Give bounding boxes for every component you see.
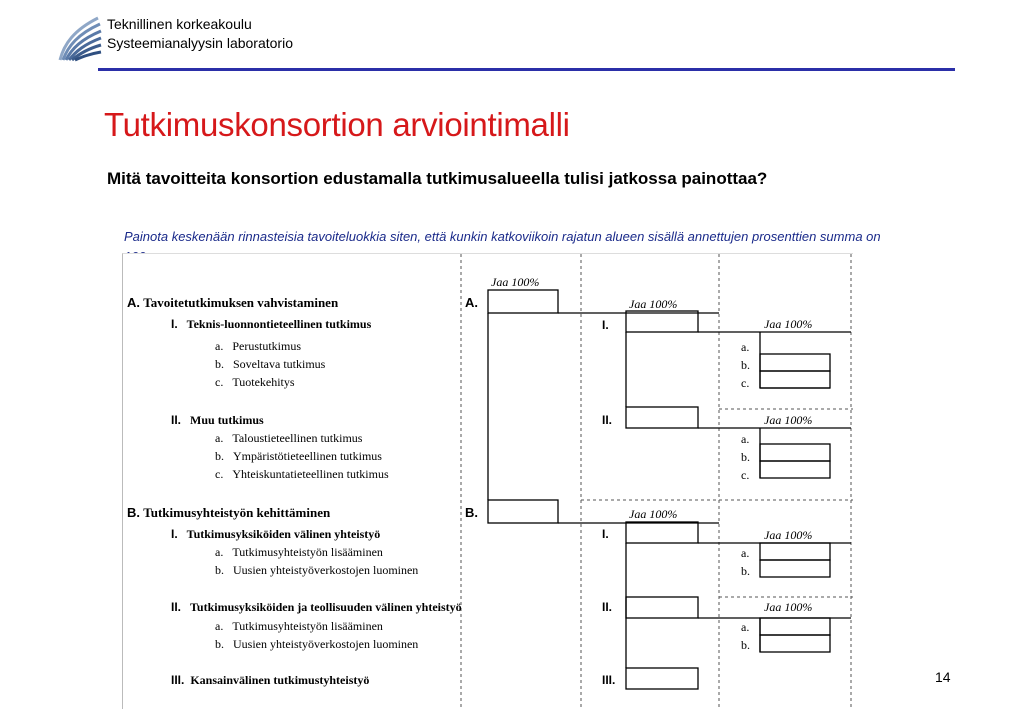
weighting-form — [122, 253, 853, 709]
item-a2b: b. Ympäristötieteellinen tutkimus — [215, 449, 382, 463]
slide-question: Mitä tavoitteita konsortion edustamalla tutkimusalueella tulisi jatkossa painottaa? — [107, 169, 768, 188]
box-label-c: c. — [741, 468, 750, 482]
instruction-text: Painota keskenään rinnasteisia tavoiteluokkia siten, että kunkin katkoviikoin rajatun alueen sisällä annettujen prosenttien summa on — [124, 229, 881, 244]
item-b1a: a. Tutkimusyhteistyön lisääminen — [215, 545, 383, 559]
box-label-a: a. — [741, 620, 750, 634]
share-label: Jaa 100% — [764, 600, 813, 614]
item-a1c: c. Tuotekehitys — [215, 375, 295, 389]
box-label-a: a. — [741, 340, 750, 354]
item-a1b: b. Soveltava tutkimus — [215, 357, 326, 371]
subsection-b2-box-label: II. — [602, 600, 613, 614]
subsection-b1-heading: I. Tutkimusyksiköiden välinen yhteistyö — [171, 527, 381, 541]
item-a2a: a. Taloustieteellinen tutkimus — [215, 431, 363, 445]
subsection-a2-heading: II. Muu tutkimus — [171, 413, 264, 427]
tkk-logo-icon — [56, 14, 102, 64]
share-label: Jaa 100% — [491, 275, 540, 289]
section-a-box-label: A. — [465, 295, 478, 310]
subsection-b3-heading: III. Kansainvälinen tutkimustyhteistyö — [171, 673, 370, 687]
item-a2c: c. Yhteiskuntatieteellinen tutkimus — [215, 467, 389, 481]
share-label: Jaa 100% — [764, 413, 813, 427]
box-label-b: b. — [741, 564, 750, 578]
box-label-b: b. — [741, 450, 750, 464]
share-label: Jaa 100% — [629, 297, 678, 311]
item-b1b: b. Uusien yhteistyöverkostojen luominen — [215, 563, 419, 577]
org-name: Teknillinen korkeakoulu — [107, 16, 252, 32]
subsection-a1-heading: I. Teknis-luonnontieteellinen tutkimus — [171, 317, 372, 331]
page-number: 14 — [935, 669, 951, 685]
section-a-heading: A. Tavoitetutkimuksen vahvistaminen — [127, 295, 339, 310]
box-label-a: a. — [741, 546, 750, 560]
share-label: Jaa 100% — [764, 317, 813, 331]
item-a1a: a. Perustutkimus — [215, 339, 301, 353]
box-label-b: b. — [741, 358, 750, 372]
slide-title: Tutkimuskonsortion arviointimalli — [104, 106, 570, 143]
section-b-heading: B. Tutkimusyhteistyön kehittäminen — [127, 505, 331, 520]
box-label-a: a. — [741, 432, 750, 446]
section-b-box-label: B. — [465, 505, 478, 520]
subsection-b3-box-label: III. — [602, 673, 616, 687]
subsection-a1-box-label: I. — [602, 318, 609, 332]
share-label: Jaa 100% — [764, 528, 813, 542]
item-b2b: b. Uusien yhteistyöverkostojen luominen — [215, 637, 419, 651]
subsection-a2-box-label: II. — [602, 413, 613, 427]
header-divider — [98, 68, 955, 71]
item-b2a: a. Tutkimusyhteistyön lisääminen — [215, 619, 383, 633]
box-label-c: c. — [741, 376, 750, 390]
share-label: Jaa 100% — [629, 507, 678, 521]
lab-name: Systeemianalyysin laboratorio — [107, 35, 293, 51]
subsection-b2-heading: II. Tutkimusyksiköiden ja teollisuuden välinen yhteistyö — [171, 600, 462, 614]
subsection-b1-box-label: I. — [602, 527, 609, 541]
box-label-b: b. — [741, 638, 750, 652]
